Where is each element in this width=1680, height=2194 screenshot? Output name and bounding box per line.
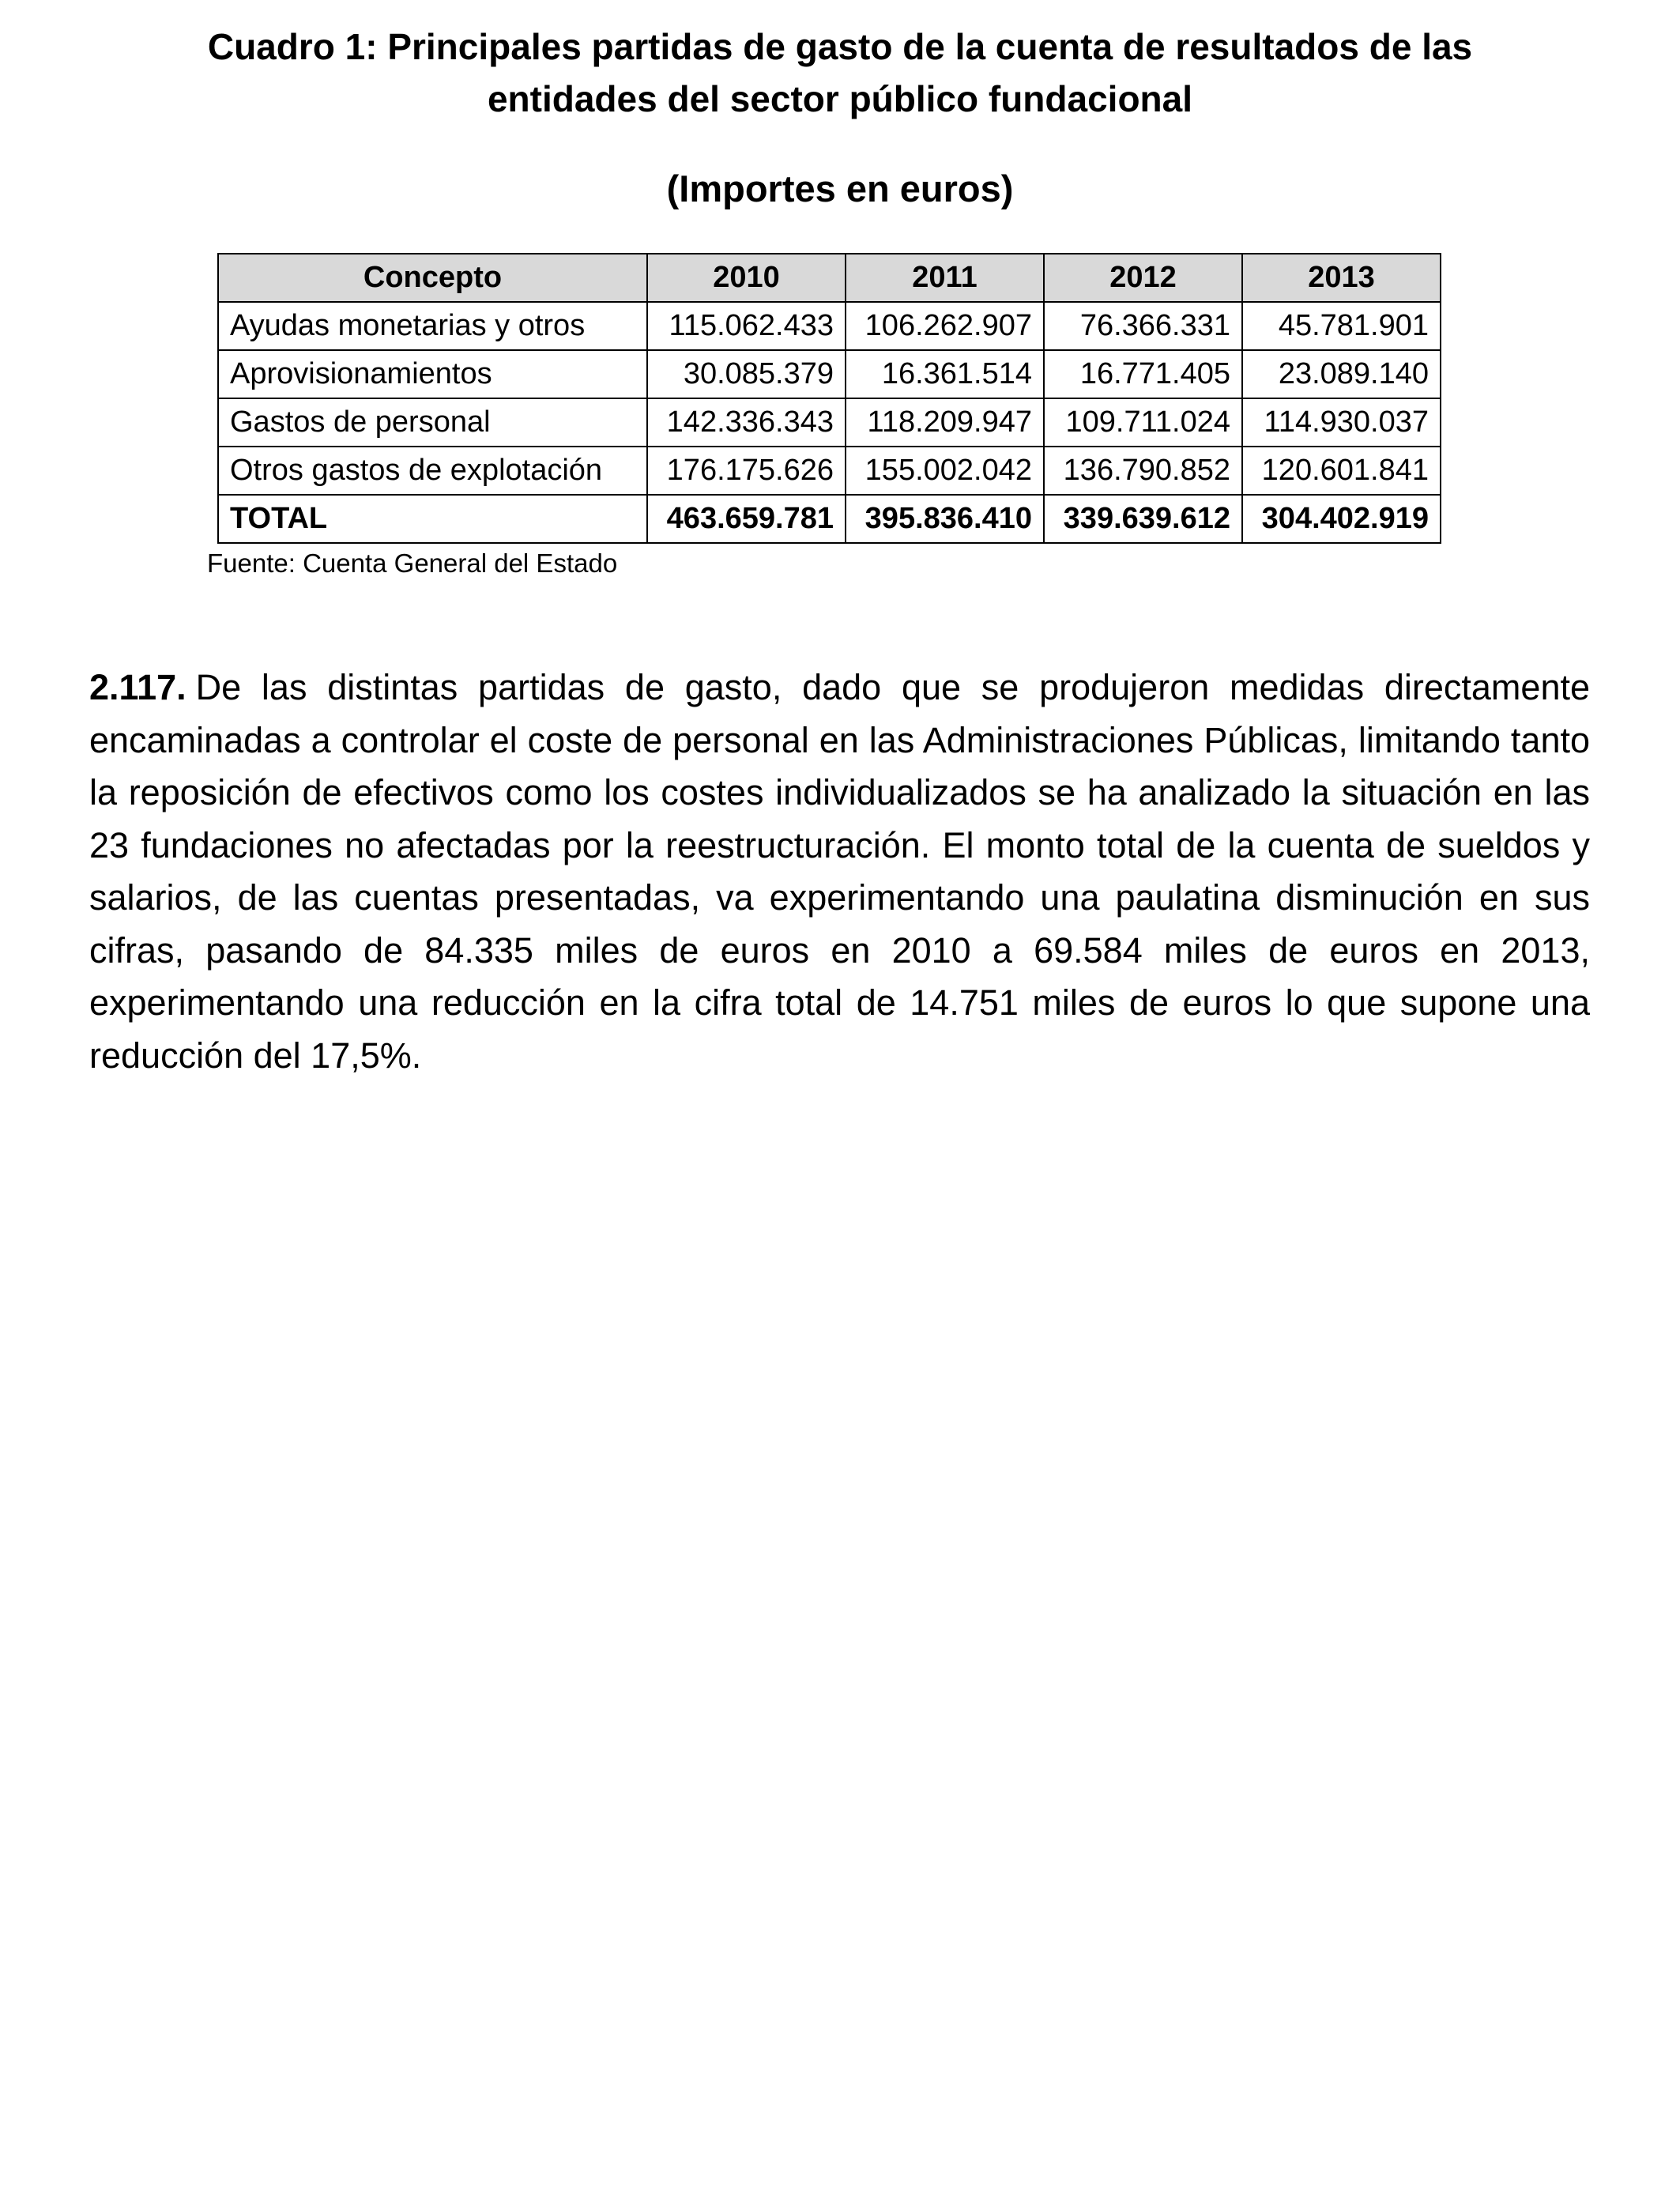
units-subtitle: (Importes en euros) [666,168,1014,209]
value-2013: 120.601.841 [1242,447,1441,495]
table-total-row [218,495,1441,543]
paragraph-text: De las distintas partidas de gasto, dado que se produjeron medidas directamente encaminadas a controlar el coste de personal en las Administraciones Públicas, limitando tanto la reposición de efectivos como los costes individualizados se ha analizado la situación en las 23 fundaciones no afectadas por la reestructuración. El monto total de la cuenta de sueldos y salarios, de las cuentas presentadas, va experimentando una paulatina disminución en sus cifras, pasando de 84.335 miles de euros en 2010 a 69.584 miles de euros en 2013, experimentando una reducción en la cifra total de 14.751 miles de euros lo que supone una reducción del 17,5%. [89,667,1590,1076]
header-2010: 2010 [647,254,846,302]
value-2010: 142.336.343 [647,398,846,447]
value-2010: 115.062.433 [647,302,846,350]
total-label: TOTAL [218,495,647,543]
value-2011: 16.361.514 [846,350,1044,398]
header-concepto: Concepto [218,254,647,302]
source-note: Fuente: Cuenta General del Estado [207,548,618,578]
row-concept: Aprovisionamientos [218,350,647,398]
body-paragraph [89,662,1590,1082]
value-2012: 16.771.405 [1044,350,1242,398]
value-2013: 23.089.140 [1242,350,1441,398]
table-row [218,302,1441,350]
header-2011: 2011 [846,254,1044,302]
value-2012: 109.711.024 [1044,398,1242,447]
table-header-row [218,254,1441,302]
total-2013: 304.402.919 [1242,495,1441,543]
header-2013: 2013 [1242,254,1441,302]
header-2012: 2012 [1044,254,1242,302]
row-concept: Otros gastos de explotación [218,447,647,495]
table-caption [95,21,1585,125]
value-2010: 176.175.626 [647,447,846,495]
row-concept: Ayudas monetarias y otros [218,302,647,350]
value-2012: 76.366.331 [1044,302,1242,350]
value-2010: 30.085.379 [647,350,846,398]
total-2010: 463.659.781 [647,495,846,543]
value-2011: 118.209.947 [846,398,1044,447]
table-row [218,350,1441,398]
paragraph-number: 2.117. [89,667,186,707]
expenses-table [217,253,1441,544]
table-caption-line-2: entidades del sector público fundacional [487,78,1193,119]
table-caption-line-1: Cuadro 1: Principales partidas de gasto de la cuenta de resultados de las [207,26,1473,67]
value-2011: 155.002.042 [846,447,1044,495]
table-row [218,447,1441,495]
row-concept: Gastos de personal [218,398,647,447]
value-2011: 106.262.907 [846,302,1044,350]
total-2012: 339.639.612 [1044,495,1242,543]
value-2012: 136.790.852 [1044,447,1242,495]
value-2013: 45.781.901 [1242,302,1441,350]
table-row [218,398,1441,447]
total-2011: 395.836.410 [846,495,1044,543]
value-2013: 114.930.037 [1242,398,1441,447]
